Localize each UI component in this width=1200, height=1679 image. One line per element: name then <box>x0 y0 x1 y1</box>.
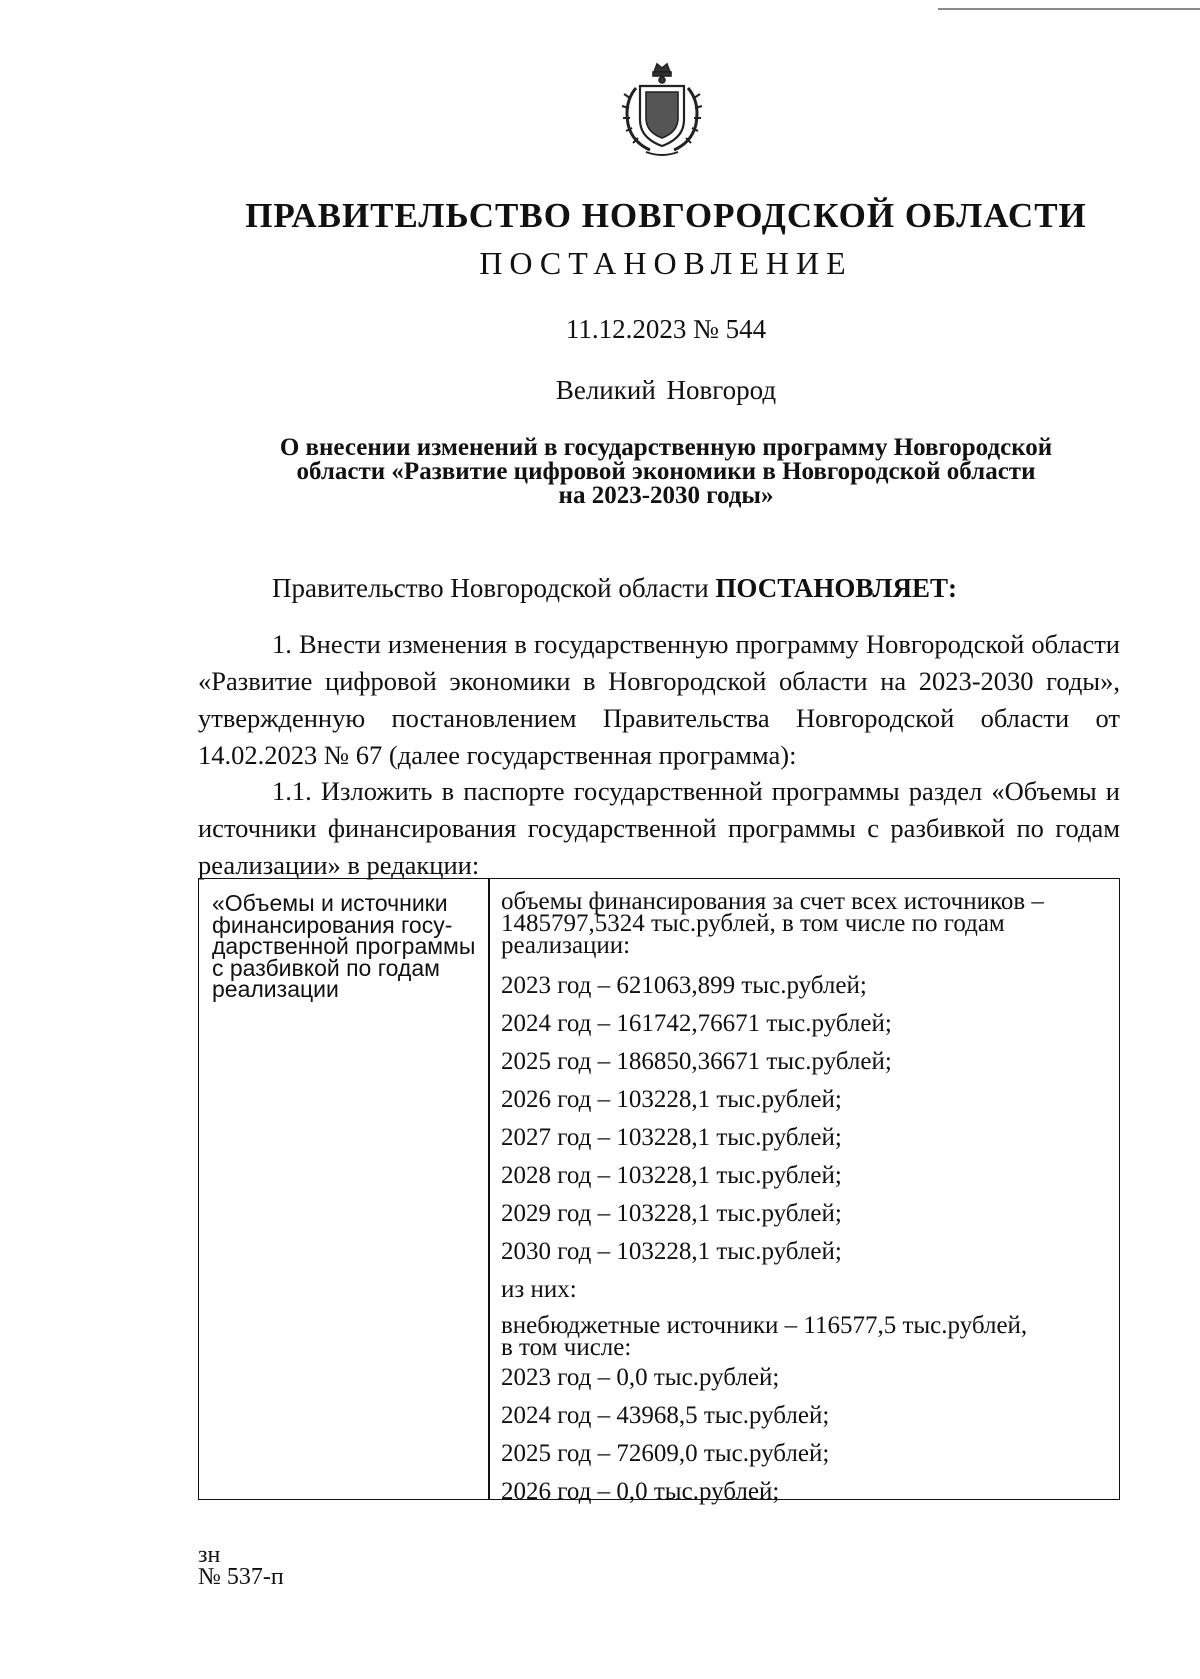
decree-paragraph-1-1 <box>198 773 1120 884</box>
year-total-row: 2025 год – 186850,36671 тыс.рублей; <box>501 1048 892 1075</box>
government-name: ПРАВИТЕЛЬСТВО НОВГОРОДСКОЙ ОБЛАСТИ <box>245 196 1087 235</box>
left-cell-line: реализации <box>212 976 339 1002</box>
table-left-cell <box>212 890 484 1002</box>
year-extra-row: 2025 год – 72609,0 тыс.рублей; <box>501 1440 830 1467</box>
top-rule <box>938 8 1200 10</box>
paragraph-text: 1. Внести изменения в государственную программу Новгородской области «Развитие цифровой экономики в Новгородской области на 2023-2030 годы», утвержденную постановлением Правительства Новгородской области от 14.02.2023 № 67 (далее государственная программа): <box>198 629 1120 770</box>
total-line: реализации: <box>501 932 631 959</box>
total-line: 1485797,5324 тыс.рублей, в том числе по годам <box>501 910 1005 937</box>
footer-number: № 537-п <box>198 1564 284 1590</box>
left-cell-line: финансирования госу- <box>212 911 453 938</box>
left-cell-line: «Объемы и источники <box>212 890 448 916</box>
extra-line: в том числе: <box>501 1334 632 1361</box>
decree-intro-text: Правительство Новгородской области <box>272 573 716 603</box>
document-date-number: 11.12.2023 № 544 <box>565 314 767 344</box>
footer-initials: зн <box>198 1542 221 1568</box>
decree-keyword: ПОСТАНОВЛЯЕТ: <box>715 573 957 603</box>
year-total-row: 2028 год – 103228,1 тыс.рублей; <box>501 1162 842 1189</box>
left-cell-line: дарственной программы <box>212 933 476 959</box>
decree-intro <box>272 573 957 604</box>
extra-line: внебюджетные источники – 116577,5 тыс.рублей, <box>501 1312 1028 1339</box>
document-city: Великий Новгород <box>555 375 777 405</box>
document-subject <box>200 436 1132 508</box>
year-total-row: 2027 год – 103228,1 тыс.рублей; <box>501 1124 842 1151</box>
year-total-row: 2029 год – 103228,1 тыс.рублей; <box>501 1200 842 1227</box>
year-total-row: 2030 год – 103228,1 тыс.рублей; <box>501 1238 842 1265</box>
left-cell-line: с разбивкой по годам <box>212 954 440 981</box>
year-total-row: 2024 год – 161742,76671 тыс.рублей; <box>501 1010 892 1037</box>
coat-of-arms-icon <box>616 58 708 158</box>
decree-paragraph-1 <box>198 626 1120 774</box>
subject-line: на 2023-2030 годы» <box>558 482 774 509</box>
subject-line: области «Развитие цифровой экономики в Новгородской области <box>296 458 1036 485</box>
table-right-cell <box>501 888 1111 1511</box>
document-type: ПОСТАНОВЛЕНИЕ <box>479 245 853 281</box>
total-financing-text <box>501 888 1111 959</box>
paragraph-text: 1.1. Изложить в паспорте государственной программы раздел «Объемы и источники финансирования государственной программы с разбивкой по годам реализации» в редакции: <box>198 776 1120 880</box>
of-them-label: из них: <box>501 1276 577 1303</box>
year-extra-row: 2023 год – 0,0 тыс.рублей; <box>501 1364 780 1391</box>
footer-reference <box>198 1544 284 1588</box>
table-column-divider <box>488 879 490 1499</box>
extrabudgetary-text <box>501 1312 1111 1361</box>
year-extra-row: 2026 год – 0,0 тыс.рублей; <box>501 1478 780 1505</box>
year-extra-row: 2024 год – 43968,5 тыс.рублей; <box>501 1402 830 1429</box>
subject-line: О внесении изменений в государственную программу Новгородской <box>279 434 1053 461</box>
year-total-row: 2023 год – 621063,899 тыс.рублей; <box>501 972 867 999</box>
year-total-row: 2026 год – 103228,1 тыс.рублей; <box>501 1086 842 1113</box>
financing-table <box>198 878 1120 1505</box>
total-line: объемы финансирования за счет всех источников – <box>501 888 1044 915</box>
